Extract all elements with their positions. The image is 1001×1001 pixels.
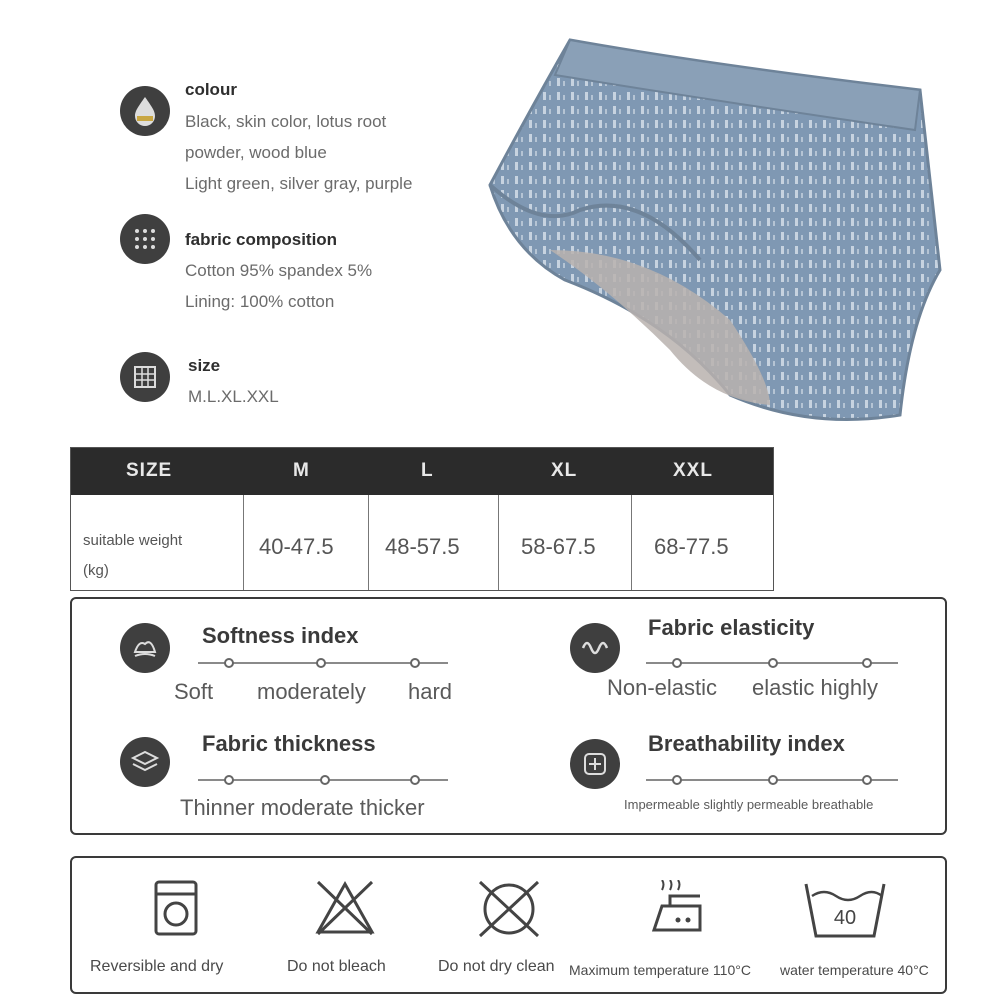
- elasticity-label-non: Non-elastic: [607, 675, 718, 700]
- spec-fabric-line-2: Lining: 100% cotton: [185, 292, 335, 311]
- size-table: [70, 447, 774, 591]
- header-l: L: [421, 460, 434, 481]
- fabric-weave-icon: [120, 214, 170, 264]
- size-grid-icon: [120, 352, 170, 402]
- breathability-title: Breathability index: [648, 731, 845, 756]
- care-label-water-temp: water temperature 40°C: [780, 962, 929, 978]
- breathability-labels: Impermeable slightly permeable breathable: [624, 797, 874, 812]
- thickness-title: Fabric thickness: [202, 731, 376, 756]
- softness-icon: [120, 623, 170, 673]
- spec-colour-line-2: powder, wood blue: [185, 143, 327, 162]
- header-size: SIZE: [126, 460, 173, 481]
- washing-machine-icon: [152, 880, 200, 936]
- weight-l: 48-57.5: [385, 534, 460, 559]
- spec-size-line-1: M.L.XL.XXL: [188, 387, 279, 406]
- header-m: M: [293, 460, 310, 481]
- care-label-no-bleach: Do not bleach: [287, 958, 386, 975]
- spec-fabric-title: fabric composition: [185, 230, 338, 249]
- weight-xxl: 68-77.5: [654, 534, 729, 559]
- no-bleach-icon: [312, 878, 378, 938]
- iron-icon: [650, 880, 710, 936]
- weight-xl: 58-67.5: [521, 534, 596, 559]
- color-drop-icon: [120, 86, 170, 136]
- header-xxl: XXL: [673, 460, 713, 481]
- spec-colour-line-1: Black, skin color, lotus root: [185, 112, 387, 131]
- softness-title: Softness index: [202, 623, 359, 648]
- weight-m: 40-47.5: [259, 534, 334, 559]
- thickness-labels: Thinner moderate thicker: [180, 795, 425, 820]
- size-table-header: [71, 448, 773, 495]
- softness-label-hard: hard: [408, 679, 453, 704]
- header-xl: XL: [551, 460, 578, 481]
- product-image: [470, 20, 950, 440]
- softness-label-moderately: moderately: [257, 679, 366, 704]
- elasticity-label-high: elastic highly: [752, 675, 878, 700]
- elasticity-wave-icon: [570, 623, 620, 673]
- care-label-reversible: Reversible and dry: [90, 958, 224, 975]
- care-instructions-panel: [70, 856, 947, 994]
- softness-label-soft: Soft: [174, 679, 214, 704]
- elasticity-title: Fabric elasticity: [648, 615, 815, 640]
- wash-40-icon: [802, 878, 888, 942]
- care-label-iron: Maximum temperature 110°C: [569, 962, 751, 978]
- elasticity-scale: [646, 662, 898, 664]
- breathability-scale: [646, 779, 898, 781]
- row-label-unit: (kg): [83, 562, 109, 579]
- care-label-no-dry-clean: Do not dry clean: [438, 958, 555, 975]
- spec-size-title: size: [188, 356, 221, 375]
- spec-colour-line-3: Light green, silver gray, purple: [185, 174, 413, 193]
- spec-fabric-line-1: Cotton 95% spandex 5%: [185, 261, 373, 280]
- fabric-layers-icon: [120, 737, 170, 787]
- spec-colour-title: colour: [185, 80, 237, 99]
- fabric-index-panel: [70, 597, 947, 835]
- breathable-icon: [570, 739, 620, 789]
- wash-temp-mark: 40: [833, 907, 857, 929]
- no-dry-clean-icon: [474, 878, 544, 940]
- softness-scale: [198, 662, 448, 664]
- thickness-scale: [198, 779, 448, 781]
- row-label-weight: suitable weight: [83, 532, 183, 549]
